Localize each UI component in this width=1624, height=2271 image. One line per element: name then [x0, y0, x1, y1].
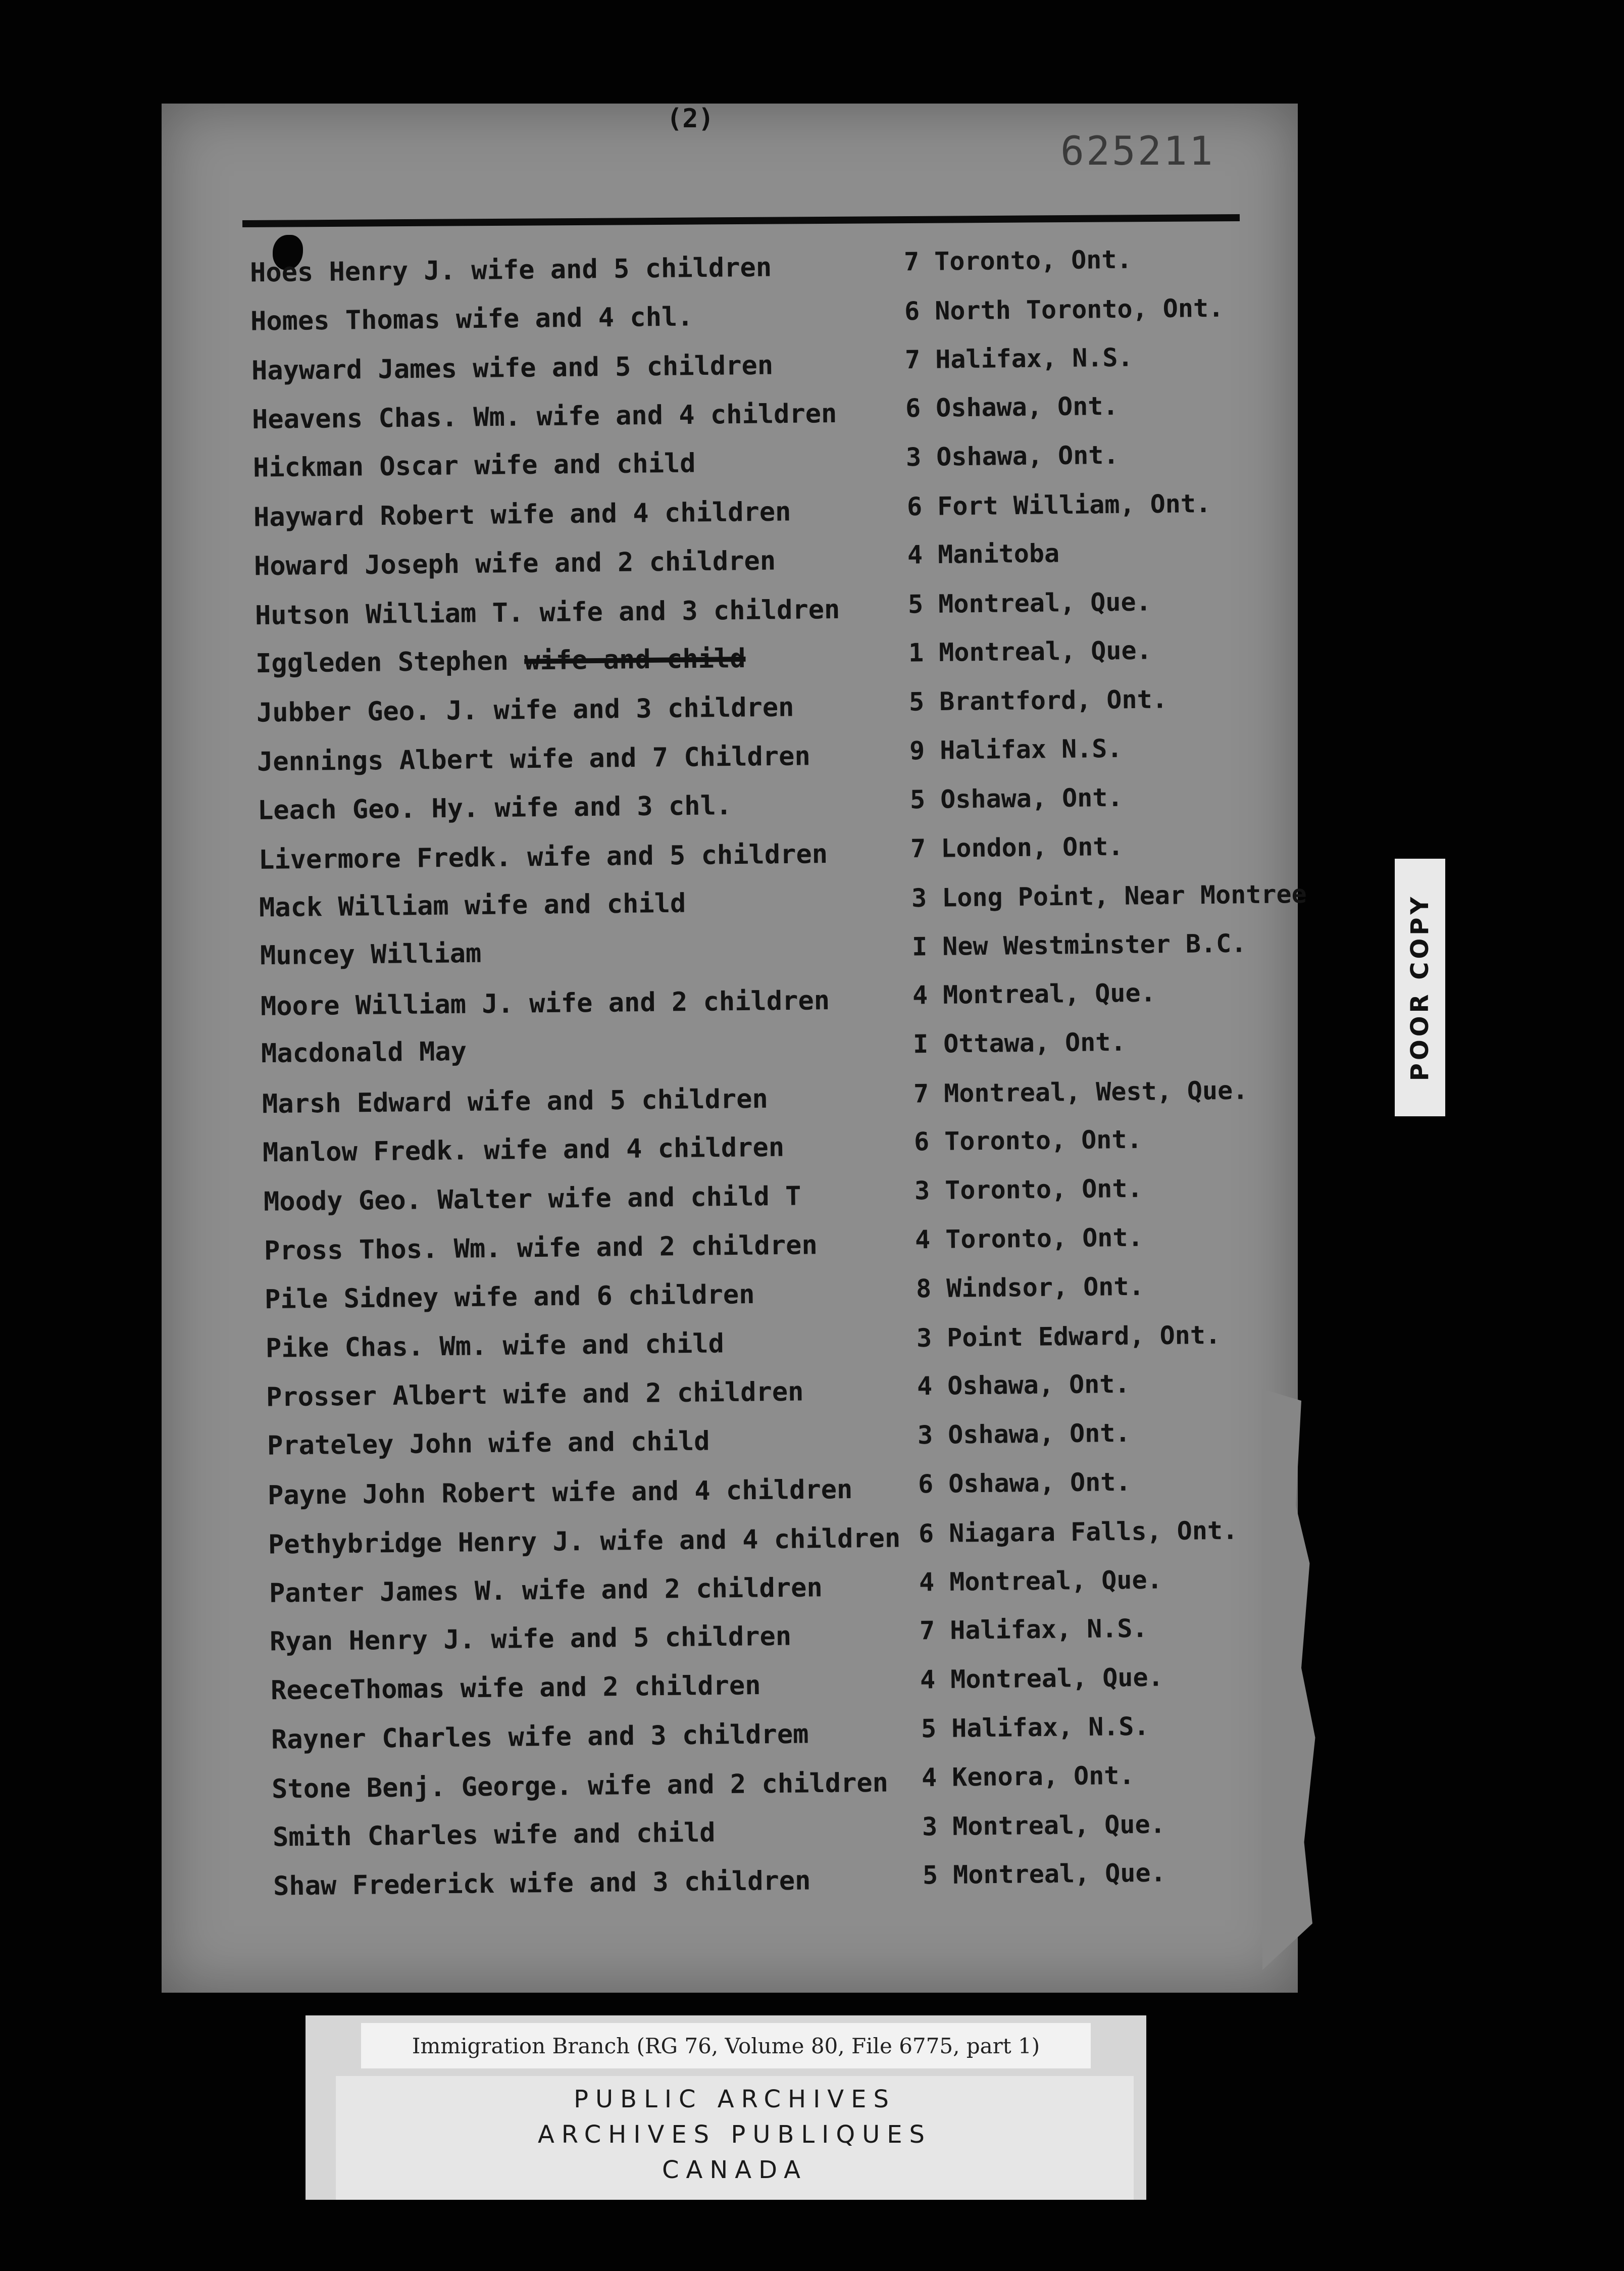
- entry-name-text: ReeceThomas wife and 2 children: [270, 1670, 761, 1706]
- entry-name: [263, 1132, 785, 1168]
- entry-name-text: Hayward Robert wife and 4 children: [253, 497, 791, 533]
- entry-destination: [920, 1614, 1148, 1646]
- entry-destination: [922, 1809, 1165, 1841]
- entry-name: [261, 1036, 467, 1069]
- entry-name-text: Moody Geo. Walter wife and child T: [263, 1181, 801, 1217]
- entry-name-text: Payne John Robert wife and 4 children: [267, 1474, 853, 1511]
- entry-name: [273, 1817, 716, 1852]
- entry-name: [264, 1230, 818, 1266]
- entry-name-text: Hickman Oscar wife and child: [252, 448, 696, 483]
- entry-count: 8: [916, 1273, 931, 1304]
- archive-line-1: PUBLIC ARCHIVES: [574, 2085, 896, 2113]
- entry-destination: [918, 1467, 1131, 1499]
- entry-count: 3: [916, 1323, 932, 1353]
- entry-count: 4: [919, 1567, 935, 1597]
- entry-name-text: Prosser Albert wife and 2 children: [266, 1376, 804, 1413]
- entry-name-text: Iggleden Stephen: [255, 646, 509, 679]
- entry-name-text: Howard Joseph wife and 2 children: [254, 546, 776, 582]
- entry-place: Niagara Falls, Ont.: [949, 1515, 1238, 1548]
- entry-name: [267, 1426, 709, 1461]
- entry-name: [251, 350, 774, 386]
- entry-name-text: Prateley John wife and child: [267, 1426, 710, 1461]
- entry-name: [253, 497, 791, 532]
- entry-destination: [919, 1515, 1238, 1548]
- entry-destination: [923, 1858, 1166, 1890]
- entry-name: [270, 1621, 792, 1657]
- entry-place: Halifax, N.S.: [951, 1711, 1149, 1743]
- entry-name-text: Pile Sidney wife and 6 children: [265, 1279, 755, 1315]
- entry-place: Oshawa, Ont.: [936, 440, 1120, 472]
- entry-name: [259, 888, 686, 923]
- entry-place: Montreal, Que.: [949, 1565, 1163, 1597]
- entry-name: [260, 939, 481, 971]
- entry-place: Toronto, Ont.: [944, 1125, 1143, 1157]
- archive-reference: Immigration Branch (RG 76, Volume 80, File 6775, part 1): [361, 2023, 1091, 2068]
- entry-place: Montreal, Que.: [938, 635, 1152, 668]
- entry-destination: [909, 685, 1168, 717]
- entry-count: I: [911, 932, 928, 962]
- entry-name: [254, 546, 776, 581]
- entry-place: Halifax, N.S.: [935, 342, 1134, 374]
- entry-count: 7: [913, 1078, 929, 1109]
- entry-place: Oshawa, Ont.: [948, 1467, 1131, 1499]
- entry-name-text: Homes Thomas wife and 4 chl.: [250, 302, 694, 337]
- entry-count: 6: [918, 1469, 934, 1499]
- entry-destination: [919, 1565, 1162, 1597]
- entry-name: [266, 1377, 804, 1413]
- entry-place: Montreal, Que.: [938, 587, 1151, 619]
- entry-destination: [908, 587, 1151, 619]
- entry-name: [256, 693, 794, 728]
- entry-count: 1: [908, 638, 924, 668]
- entry-destination: [915, 1223, 1143, 1255]
- entry-count: 6: [914, 1127, 930, 1157]
- entry-place: Brantford, Ont.: [939, 684, 1168, 717]
- archive-line-3: CANADA: [662, 2156, 808, 2184]
- poor-copy-text: POOR COPY: [1406, 894, 1434, 1081]
- entry-name: [252, 399, 837, 435]
- entry-place: London, Ont.: [941, 831, 1124, 863]
- entry-name: [252, 449, 695, 483]
- entry-count: 7: [910, 833, 926, 863]
- entry-destination: [904, 245, 1132, 277]
- entry-place: Montreal, Que.: [950, 1662, 1164, 1695]
- entry-place: Halifax N.S.: [940, 733, 1123, 765]
- archive-line-2: ARCHIVES PUBLIQUES: [537, 2120, 932, 2149]
- entry-name-text: Macdonald May: [261, 1036, 467, 1069]
- entry-name: [262, 1083, 768, 1119]
- entry-name: [257, 741, 810, 777]
- entry-name-text: Pethybridge Henry J. wife and 4 children: [268, 1523, 901, 1560]
- entry-destination: [907, 538, 1059, 569]
- entry-destination: [921, 1761, 1134, 1792]
- entry-count: 4: [921, 1762, 937, 1793]
- entry-count: 3: [911, 883, 927, 913]
- document-number: 625211: [1060, 129, 1215, 174]
- entry-place: North Toronto, Ont.: [935, 293, 1224, 326]
- entry-name-text: Mack William wife and child: [259, 888, 686, 923]
- entry-name-text: Manlow Fredk. wife and 4 children: [262, 1132, 785, 1168]
- entry-count: 5: [921, 1714, 937, 1744]
- entry-destination: [912, 978, 1156, 1010]
- entry-name-text: Hayward James wife and 5 children: [251, 350, 774, 386]
- entry-place: Montreal, Que.: [952, 1858, 1166, 1890]
- entry-count: 7: [903, 247, 920, 277]
- entry-place: Ottawa, Ont.: [943, 1027, 1126, 1059]
- entry-count: 3: [914, 1176, 930, 1206]
- entry-name-text: Pross Thos. Wm. wife and 2 children: [264, 1230, 818, 1266]
- entry-name-text: Jubber Geo. J. wife and 3 children: [256, 692, 794, 728]
- entry-count: 4: [920, 1665, 936, 1695]
- entry-count: 5: [922, 1860, 938, 1890]
- entry-destination: [915, 1174, 1143, 1206]
- archive-label: [336, 2076, 1134, 2200]
- entry-count: 6: [906, 491, 923, 522]
- entry-place: Montreal, Que.: [952, 1809, 1165, 1841]
- entry-name-text: Rayner Charles wife and 3 childrem: [271, 1719, 809, 1755]
- entry-name: [268, 1474, 853, 1511]
- entry-name-text: Leach Geo. Hy. wife and 3 chl.: [258, 790, 732, 826]
- entry-count: 6: [904, 296, 920, 326]
- entry-name-text: Heavens Chas. Wm. wife and 4 children: [251, 399, 837, 435]
- entry-place: Oshawa, Ont.: [940, 782, 1124, 814]
- entry-destination: [911, 879, 1306, 913]
- entry-place: Manitoba: [937, 538, 1060, 569]
- entry-place: Montreal, Que.: [942, 978, 1156, 1010]
- entry-destination: [909, 734, 1123, 765]
- entry-destination: [905, 391, 1119, 423]
- entry-place: Oshawa, Ont.: [947, 1418, 1131, 1450]
- entry-destination: [910, 831, 1124, 863]
- entry-place: Point Edward, Ont.: [946, 1320, 1221, 1353]
- entry-place: New Westminster B.C.: [942, 928, 1247, 962]
- entry-destination: [918, 1418, 1131, 1450]
- entry-destination: [905, 342, 1133, 374]
- entry-name: [266, 1328, 724, 1364]
- entry-destination: [921, 1712, 1149, 1744]
- entry-count: 3: [906, 442, 922, 472]
- entry-place: Halifax, N.S.: [950, 1614, 1148, 1646]
- poor-copy-stamp: [1395, 859, 1445, 1116]
- entry-name: [271, 1719, 809, 1755]
- entry-destination: [917, 1369, 1130, 1401]
- entry-name: [269, 1572, 823, 1608]
- entry-destination: [906, 440, 1119, 472]
- page-number: (2): [667, 104, 714, 134]
- entry-name-text: Moore William J. wife and 2 children: [260, 985, 830, 1022]
- entry-name: [250, 253, 772, 288]
- entry-place: Montreal, West, Que.: [943, 1075, 1248, 1108]
- entry-count: 6: [918, 1518, 934, 1549]
- entry-place: Toronto, Ont.: [945, 1173, 1143, 1205]
- entry-count: 9: [909, 735, 925, 766]
- struck-text: wife and child: [524, 644, 746, 676]
- entry-place: Long Point, Near Montree: [941, 879, 1307, 913]
- entry-name-text: Smith Charles wife and child: [272, 1817, 716, 1853]
- entry-name-text: Jennings Albert wife and 7 Children: [257, 741, 811, 777]
- entry-name: [261, 985, 830, 1022]
- entry-name-text: Pike Chas. Wm. wife and child: [265, 1328, 724, 1364]
- entry-destination: [910, 783, 1123, 814]
- entry-name: [255, 595, 840, 631]
- entry-destination: [914, 1075, 1248, 1108]
- entry-name: [270, 1670, 760, 1706]
- entry-place: Fort William, Ont.: [937, 488, 1211, 521]
- entry-place: Kenora, Ont.: [951, 1760, 1135, 1792]
- entry-place: Oshawa, Ont.: [936, 391, 1119, 423]
- entry-destination: [916, 1320, 1221, 1352]
- entry-destination: [913, 1027, 1126, 1059]
- entry-count: 3: [922, 1811, 938, 1842]
- entry-destination: [916, 1271, 1144, 1303]
- entry-count: 6: [905, 393, 921, 423]
- entry-place: Oshawa, Ont.: [947, 1369, 1130, 1401]
- entry-count: 5: [910, 784, 926, 815]
- entry-count: 7: [904, 344, 921, 374]
- entry-name: [250, 302, 693, 336]
- entry-count: 4: [917, 1371, 933, 1401]
- entry-destination: [920, 1663, 1163, 1695]
- entry-name: [258, 791, 732, 826]
- entry-name-text: Marsh Edward wife and 5 children: [262, 1083, 768, 1119]
- entry-place: Windsor, Ont.: [946, 1271, 1144, 1303]
- entry-name: [263, 1181, 801, 1217]
- entry-name: [256, 644, 746, 679]
- entry-place: Toronto, Ont.: [945, 1222, 1144, 1254]
- entry-name-text: Hoes Henry J. wife and 5 children: [249, 252, 772, 288]
- entry-name-text: Muncey William: [260, 938, 482, 971]
- entry-destination: [904, 293, 1224, 326]
- entry-count: 5: [907, 589, 924, 619]
- entry-count: I: [912, 1029, 929, 1059]
- entry-name: [259, 839, 828, 875]
- entry-name: [268, 1523, 901, 1560]
- entry-count: 7: [920, 1616, 935, 1646]
- entry-name: [273, 1866, 811, 1902]
- entry-destination: [911, 929, 1246, 962]
- entry-destination: [906, 489, 1211, 521]
- entry-name: [265, 1279, 755, 1315]
- entry-name-text: Panter James W. wife and 2 children: [269, 1572, 823, 1609]
- entry-name-text: Ryan Henry J. wife and 5 children: [269, 1621, 792, 1657]
- entry-place: Toronto, Ont.: [934, 244, 1132, 276]
- entry-name-text: Shaw Frederick wife and 3 children: [273, 1865, 811, 1902]
- entry-destination: [914, 1125, 1142, 1157]
- entry-count: 4: [912, 980, 928, 1010]
- entry-name-text: Stone Benj. George. wife and 2 children: [272, 1767, 889, 1805]
- entry-count: 4: [907, 540, 923, 570]
- entry-count: 5: [908, 687, 925, 717]
- entry-count: 4: [915, 1225, 931, 1255]
- entry-name-text: Livermore Fredk. wife and 5 children: [258, 838, 828, 875]
- entry-destination: [908, 636, 1152, 668]
- entry-name: [272, 1767, 889, 1804]
- entry-count: 3: [917, 1420, 933, 1450]
- entry-name-text: Hutson William T. wife and 3 children: [255, 594, 840, 631]
